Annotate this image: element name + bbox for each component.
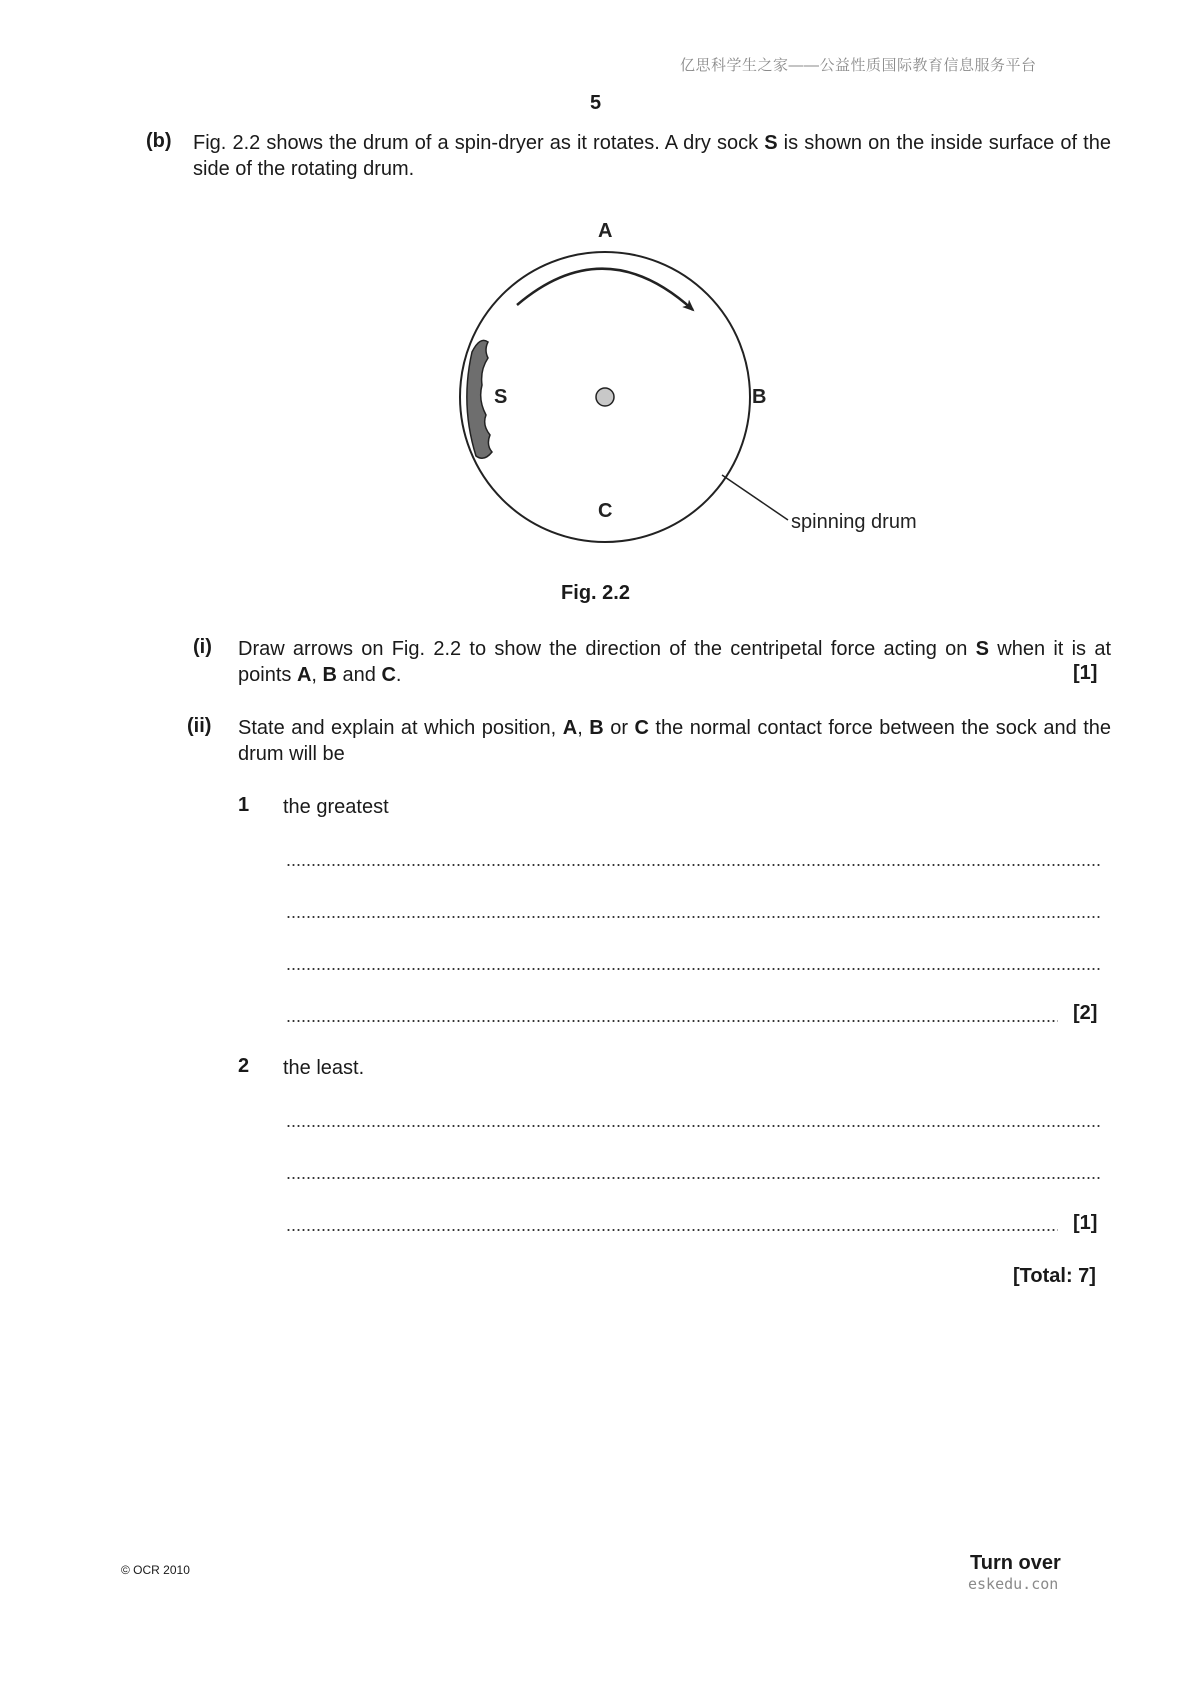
part-i-comma: ,: [311, 664, 323, 686]
part-ii-bold-b: B: [589, 717, 604, 739]
question-label-b: (b): [146, 130, 172, 152]
item-2-mark: [1]: [1073, 1212, 1098, 1234]
rotation-arrow: [517, 269, 693, 310]
watermark-header: 亿思科学生之家——公益性质国际教育信息服务平台: [680, 57, 1037, 74]
part-i-text-2: when it is at points: [238, 638, 1111, 686]
part-i-text: [238, 636, 1111, 688]
item-1-mark: [2]: [1073, 1002, 1098, 1024]
part-ii-text: [238, 715, 1111, 767]
item-2-number: 2: [238, 1055, 250, 1077]
part-i-and: and: [336, 664, 382, 686]
intro-bold-s: S: [764, 132, 778, 154]
part-i-bold-s: S: [975, 638, 989, 660]
part-ii-bold-a: A: [562, 717, 578, 739]
answer-line[interactable]: [286, 916, 1102, 918]
item-1-number: 1: [238, 794, 250, 816]
part-label-i: (i): [193, 636, 212, 658]
drum-leader-line: [722, 475, 788, 520]
drum-label: spinning drum: [791, 511, 917, 533]
answer-line[interactable]: [286, 1229, 1058, 1231]
answer-line[interactable]: [286, 1125, 1102, 1127]
part-i-mark: [1]: [1073, 662, 1098, 684]
answer-line[interactable]: [286, 968, 1102, 970]
question-b-intro: [193, 130, 1111, 182]
part-ii-or: or: [603, 717, 635, 739]
sock-shape: [467, 340, 492, 458]
sock-label-s: S: [494, 386, 508, 408]
answer-line[interactable]: [286, 1020, 1058, 1022]
part-ii-comma: ,: [577, 717, 590, 739]
intro-text: Fig. 2.2 shows the drum of a spin-dryer as it rotates. A dry sock: [193, 132, 765, 154]
point-label-b: B: [752, 386, 767, 408]
figure-caption: Fig. 2.2: [561, 582, 630, 604]
point-label-c: C: [598, 500, 613, 522]
item-1-text: the greatest: [283, 796, 389, 818]
part-i-bold-c: C: [381, 664, 396, 686]
page-number: 5: [589, 92, 602, 114]
answer-line[interactable]: [286, 1177, 1102, 1179]
part-ii-text-1: State and explain at which position,: [238, 717, 563, 739]
watermark-footer: eskedu.con: [968, 1575, 1059, 1593]
item-2-text: the least.: [283, 1057, 365, 1079]
turn-over-label: Turn over: [970, 1552, 1061, 1574]
part-ii-bold-c: C: [634, 717, 649, 739]
part-ii-text-2: the normal contact force between the sock and the drum will be: [238, 717, 1111, 765]
part-i-bold-a: A: [296, 664, 312, 686]
part-i-bold-b: B: [322, 664, 337, 686]
point-label-a: A: [598, 220, 613, 242]
answer-line[interactable]: [286, 864, 1102, 866]
part-i-text-1: Draw arrows on Fig. 2.2 to show the direction of the centripetal force acting on: [238, 638, 976, 660]
footer-copyright: © OCR 2010: [121, 1563, 190, 1577]
drum-axle: [596, 388, 614, 406]
part-i-period: .: [395, 664, 402, 686]
intro-text-2: is shown on the inside surface of the side of the rotating drum.: [193, 132, 1111, 180]
total-marks: [Total: 7]: [1013, 1265, 1096, 1287]
figure-2-2-diagram: [440, 220, 960, 550]
part-label-ii: (ii): [187, 715, 212, 737]
